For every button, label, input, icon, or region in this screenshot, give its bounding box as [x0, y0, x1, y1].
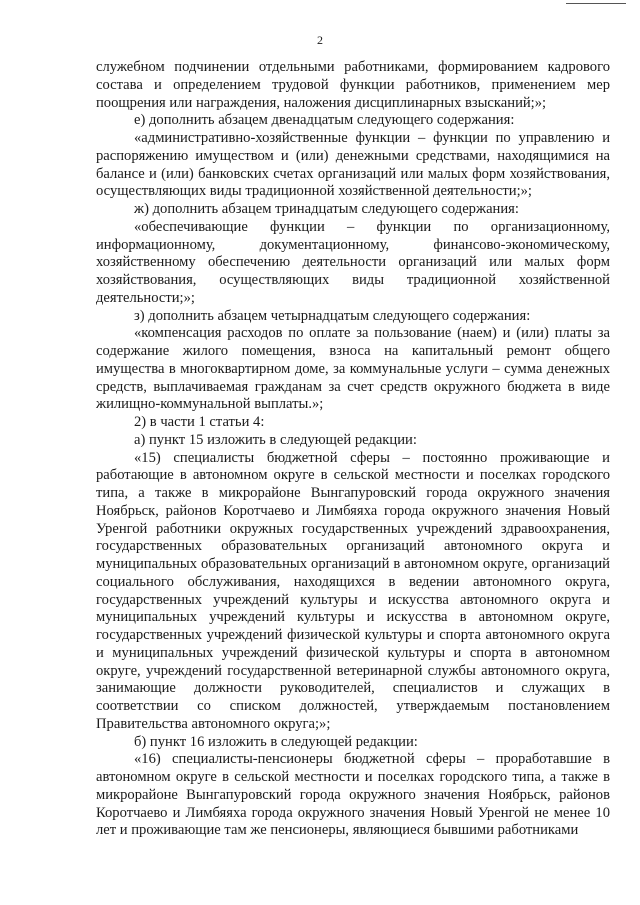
document-body — [96, 59, 610, 840]
header-rule — [566, 3, 626, 4]
paragraph: «административно-хозяйственные функции – функции по управлению и распоряжению имуществом и (или) денежными средствами, находящимися на балансе и (или) банковских счетах организаций или малых форм хозяйствования, осуществляющих виды традиционной хозяйственной деятельности;»; — [96, 130, 610, 200]
paragraph: служебном подчинении отдельными работниками, формированием кадрового состава и определением трудовой функции работников, применением мер поощрения или награждения, наложения дисциплинарных взысканий;»; — [96, 59, 610, 111]
paragraph: е) дополнить абзацем двенадцатым следующего содержания: — [134, 112, 515, 129]
paragraph: «компенсация расходов по оплате за пользование (наем) и (или) платы за содержание жилого помещения, взноса на капитальный ремонт общего имущества в многоквартирном доме, за коммунальные услуги – сумма денежных средств, выплачиваемая гражданам за счет средств окружного бюджета в виде жилищно-коммунальной выплаты.»; — [96, 325, 610, 413]
paragraph: «15) специалисты бюджетной сферы – постоянно проживающие и работающие в автономном округе в сельской местности и поселках городского типа, а также в микрорайоне Вынгапуровский города окружного значения Ноябрьск, районов Коротчаево и Лимбяяха города окружного значения Новый Уренгой работники окружных государственных учреждений здравоохранения, государственных образовательных организаций автономного округа и муниципальных образовательных организаций в автономном округе, организаций социального обслуживания, находящихся в ведении автономного округа, государственных учреждений культуры и искусства автономного округа и муниципальных учреждений культуры и искусства в автономном округе, государственных учреждений физической культуры и спорта автономного округа и муниципальных учреждений физической культуры и спорта в автономном округе, учреждений государственной ветеринарной службы автономного округа, занимающие должности руководителей, специалистов и служащих в соответствии со списком должностей, утверждаемым постановлением Правительства автономного округа;»; — [96, 449, 610, 732]
paragraph: б) пункт 16 изложить в следующей редакции: — [134, 733, 418, 750]
paragraph: ж) дополнить абзацем тринадцатым следующего содержания: — [134, 201, 519, 217]
paragraph: «16) специалисты-пенсионеры бюджетной сферы – проработавшие в автономном округе в сельской местности и поселках городского типа, а также в микрорайоне Вынгапуровский города окружного значения Ноябрьск, районов Коротчаево и Лимбяяха города окружного значения Новый Уренгой не менее 10 лет и проживающие там же пенсионеры, являющиеся бывшими работниками — [96, 751, 610, 839]
paragraph: «обеспечивающие функции – функции по организационному, информационному, документационному, финансово-экономическому, хозяйственному обеспечению деятельности организаций или малых форм хозяйствования, осуществляющих виды традиционной хозяйственной деятельности;»; — [96, 218, 610, 306]
paragraph: а) пункт 15 изложить в следующей редакции: — [134, 431, 417, 448]
paragraph: 2) в части 1 статьи 4: — [134, 414, 265, 430]
page-number: 2 — [317, 33, 323, 47]
paragraph: з) дополнить абзацем четырнадцатым следующего содержания: — [134, 307, 531, 324]
